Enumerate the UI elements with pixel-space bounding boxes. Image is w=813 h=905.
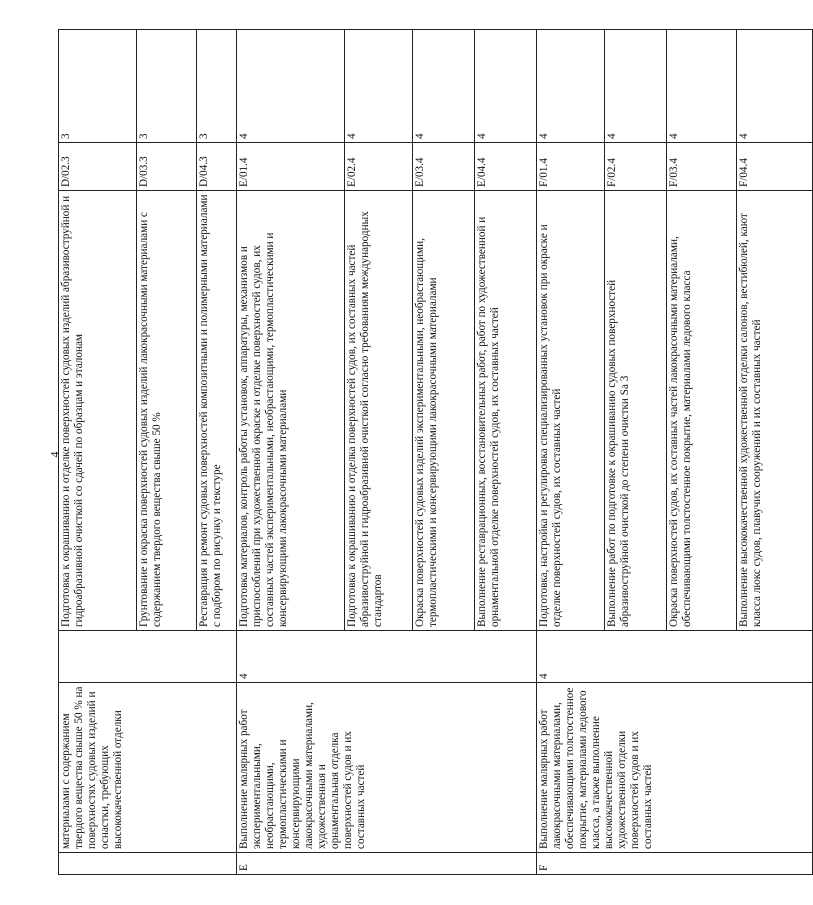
qualification-table: [58, 29, 813, 875]
generalized-function-level: 4: [237, 631, 537, 683]
labor-function-code: F/02.4: [605, 143, 667, 191]
rotated-table-container: [58, 0, 763, 905]
generalized-function-name: Выполнение малярных работ экспериментальными, необрастающими, термопластическими и консервирующими лакокрасочными материалами, художественная и орнаментальная отделка поверхностей судов и их составных частей: [237, 683, 537, 853]
labor-function-name: Окраска поверхностей судов, их составных частей лакокрасочными материалами, обеспечивающими толстостенное покрытие, материалами ледового класса: [667, 191, 737, 631]
table-row: [237, 30, 345, 875]
labor-function-level: 4: [537, 30, 605, 143]
generalized-function-code: F: [537, 853, 813, 875]
table-row: [59, 30, 137, 875]
labor-function-level: 4: [737, 30, 813, 143]
generalized-function-name: Выполнение малярных работ лакокрасочными материалами, обеспечивающими толстостенное покрытие, материалами ледового класса, а также выполнение высококачественной художественной отделки поверхностей судов и их составных частей: [537, 683, 813, 853]
labor-function-name: Подготовка к окрашиванию и отделка поверхностей судов, их составных частей абразивоструйной и гидроабразивной очисткой согласно требованиям международных стандартов: [345, 191, 413, 631]
labor-function-name: Выполнение работ по подготовке к окрашиванию судовых поверхностей абразивоструйной очисткой до степени очистки Sa 3: [605, 191, 667, 631]
generalized-function-name: материалами с содержанием твердого вещества свыше 50 % на поверхностях судовых изделий и оснастки, требующих высококачественной отделки: [59, 683, 237, 853]
labor-function-name: Подготовка материалов, контроль работы установок, аппаратуры, механизмов и приспособлений при художественной окраске и отделке поверхностей судов, их составных частей экспериментальными, необрастающими, термопластическими и консервирующими лакокрасочными материалами: [237, 191, 345, 631]
labor-function-level: 4: [237, 30, 345, 143]
generalized-function-code: E: [237, 853, 537, 875]
labor-function-code: F/04.4: [737, 143, 813, 191]
generalized-function-code: [59, 853, 237, 875]
labor-function-code: F/01.4: [537, 143, 605, 191]
generalized-function-level: [59, 631, 237, 683]
labor-function-code: F/03.4: [667, 143, 737, 191]
labor-function-code: D/03.3: [137, 143, 197, 191]
labor-function-name: Окраска поверхностей судовых изделий экспериментальными, необрастающими, термопластическими и консервирующими лакокрасочными материалами: [413, 191, 475, 631]
labor-function-name: Реставрация и ремонт судовых поверхностей композитными и полимерными материалами с подбором по рисунку и текстуре: [197, 191, 237, 631]
labor-function-name: Подготовка к окрашиванию и отделке поверхностей судовых изделий абразивоструйной и гидроабразивной очисткой со сдачей по образцам и эталонам: [59, 191, 137, 631]
labor-function-code: D/02.3: [59, 143, 137, 191]
labor-function-level: 3: [197, 30, 237, 143]
labor-function-code: E/03.4: [413, 143, 475, 191]
labor-function-level: 4: [667, 30, 737, 143]
labor-function-level: 4: [605, 30, 667, 143]
labor-function-level: 3: [137, 30, 197, 143]
labor-function-level: 3: [59, 30, 137, 143]
labor-function-name: Выполнение реставрационных, восстановительных работ, работ по художественной и орнаментальной отделке поверхностей судов, их составных частей: [475, 191, 537, 631]
labor-function-level: 4: [413, 30, 475, 143]
labor-function-name: Грунтование и окраска поверхностей судовых изделий лакокрасочными материалами с содержанием твердого вещества свыше 50 %: [137, 191, 197, 631]
labor-function-level: 4: [345, 30, 413, 143]
labor-function-level: 4: [475, 30, 537, 143]
generalized-function-level: 4: [537, 631, 813, 683]
table-row: [537, 30, 605, 875]
page-number: 4: [47, 451, 62, 458]
labor-function-name: Выполнение высококачественной художественной отделки салонов, вестибюлей, кают класса люкс судов, плавучих сооружений и их составных частей: [737, 191, 813, 631]
labor-function-code: D/04.3: [197, 143, 237, 191]
labor-function-code: E/02.4: [345, 143, 413, 191]
labor-function-code: E/04.4: [475, 143, 537, 191]
labor-function-code: E/01.4: [237, 143, 345, 191]
labor-function-name: Подготовка, настройка и регулировка специализированных установок при окраске и отделке поверхностей судов, их составных частей: [537, 191, 605, 631]
